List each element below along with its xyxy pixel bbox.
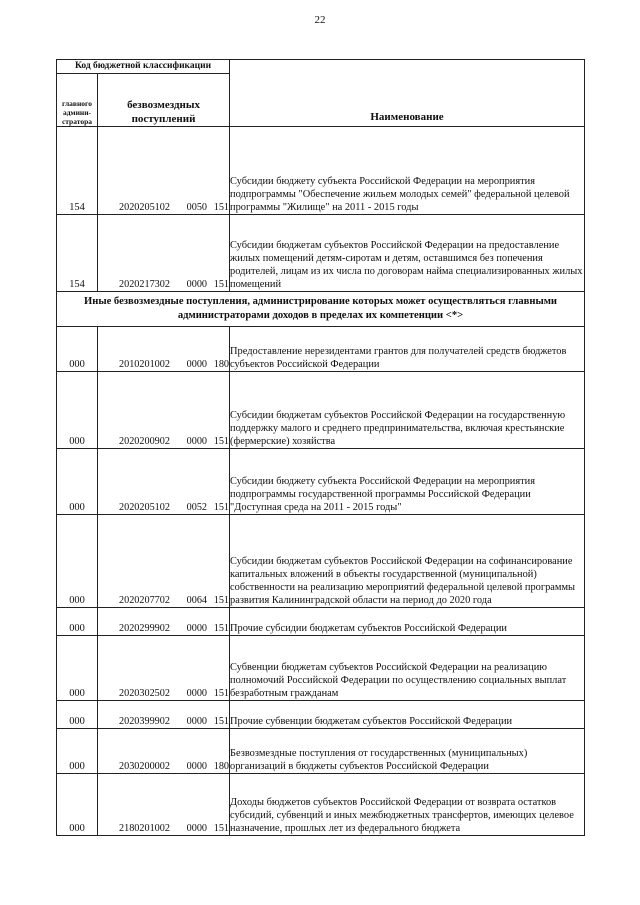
revenue-code-segment-1: 2030200002 xyxy=(119,761,170,772)
admin-code-cell: 000 xyxy=(57,636,98,701)
revenue-code-cell xyxy=(98,608,230,636)
admin-code-cell: 154 xyxy=(57,215,98,292)
revenue-code-segment-3: 180 xyxy=(213,359,230,370)
page-number: 22 xyxy=(314,14,326,26)
revenue-name-cell: Прочие субвенции бюджетам субъектов Российской Федерации xyxy=(230,701,585,729)
revenue-code-segment-3: 151 xyxy=(213,436,230,447)
revenue-code-cell xyxy=(98,636,230,701)
admin-code-cell: 000 xyxy=(57,701,98,729)
revenue-code-cell xyxy=(98,327,230,372)
revenue-code-segment-3: 151 xyxy=(213,716,230,727)
table-row xyxy=(57,372,585,449)
header-revenue-column: безвозмездных поступлений xyxy=(98,74,230,127)
revenue-code-cell xyxy=(98,215,230,292)
table-row xyxy=(57,449,585,515)
revenue-name-cell: Субвенции бюджетам субъектов Российской Федерации на реализацию полномочий Российской Федерации по осуществлению социальных выплат безработным гражданам xyxy=(230,636,585,701)
revenue-code-segment-3: 151 xyxy=(213,595,230,606)
budget-classification-table xyxy=(56,59,585,836)
revenue-code-segment-2: 0064 xyxy=(186,595,208,606)
revenue-code-segment-1: 2010201002 xyxy=(119,359,170,370)
revenue-name-cell: Доходы бюджетов субъектов Российской Федерации от возврата остатков субсидий, субвенций и иных межбюджетных трансфертов, имеющих целевое назначение, прошлых лет из федерального бюджета xyxy=(230,774,585,836)
table-row xyxy=(57,608,585,636)
table-row xyxy=(57,729,585,774)
revenue-code-segment-2: 0052 xyxy=(186,502,208,513)
admin-code-cell: 000 xyxy=(57,774,98,836)
revenue-code-segment-2: 0000 xyxy=(186,279,208,290)
revenue-name-cell: Субсидии бюджетам субъектов Российской Федерации на предоставление жилых помещений детям-сиротам и детям, оставшимся без попечения родителей, лицам из их числа по договорам найма специализированных жилых помещений xyxy=(230,215,585,292)
revenue-code-segment-2: 0000 xyxy=(186,823,208,834)
table-row xyxy=(57,774,585,836)
revenue-code-cell xyxy=(98,729,230,774)
table-body xyxy=(57,60,585,836)
revenue-code-segment-1: 2180201002 xyxy=(119,823,170,834)
revenue-code-segment-1: 2020200902 xyxy=(119,436,170,447)
admin-code-cell: 000 xyxy=(57,729,98,774)
revenue-code-cell xyxy=(98,515,230,608)
revenue-code-segment-1: 2020302502 xyxy=(119,688,170,699)
table-row xyxy=(57,636,585,701)
revenue-code-segment-1: 2020205102 xyxy=(119,202,170,213)
revenue-name-cell: Безвозмездные поступления от государственных (муниципальных) организаций в бюджеты субъектов Российской Федерации xyxy=(230,729,585,774)
table-row xyxy=(57,701,585,729)
revenue-code-segment-3: 151 xyxy=(213,502,230,513)
table-row xyxy=(57,127,585,215)
admin-code-cell: 000 xyxy=(57,372,98,449)
revenue-code-segment-1: 2020207702 xyxy=(119,595,170,606)
revenue-code-segment-3: 180 xyxy=(213,761,230,772)
revenue-code-cell xyxy=(98,701,230,729)
revenue-code-segment-2: 0000 xyxy=(186,436,208,447)
table-row xyxy=(57,515,585,608)
admin-code-cell: 000 xyxy=(57,327,98,372)
revenue-code-segment-1: 2020399902 xyxy=(119,716,170,727)
table-row xyxy=(57,215,585,292)
revenue-name-cell: Субсидии бюджету субъекта Российской Федерации на мероприятия подпрограммы государственной программы Российской Федерации "Доступная среда на 2011 - 2015 годы" xyxy=(230,449,585,515)
revenue-code-segment-3: 151 xyxy=(213,279,230,290)
table-row xyxy=(57,327,585,372)
section-title: Иные безвозмездные поступления, администрирование которых может осуществляться главными администраторами доходов в пределах их компетенции <*> xyxy=(57,292,585,327)
header-row-group xyxy=(57,60,585,74)
header-classification-title: Код бюджетной классификации xyxy=(57,60,230,74)
revenue-code-segment-1: 2020217302 xyxy=(119,279,170,290)
revenue-name-cell: Прочие субсидии бюджетам субъектов Российской Федерации xyxy=(230,608,585,636)
admin-code-cell: 000 xyxy=(57,515,98,608)
revenue-code-segment-2: 0000 xyxy=(186,359,208,370)
revenue-name-cell: Субсидии бюджету субъекта Российской Федерации на мероприятия подпрограммы "Обеспечение жильем молодых семей" федеральной целевой программы "Жилище" на 2011 - 2015 годы xyxy=(230,127,585,215)
header-admin-column: главного админи-стратора xyxy=(57,74,98,127)
revenue-code-segment-3: 151 xyxy=(213,202,230,213)
revenue-code-cell xyxy=(98,372,230,449)
revenue-code-segment-3: 151 xyxy=(213,623,230,634)
revenue-code-segment-2: 0000 xyxy=(186,623,208,634)
revenue-name-cell: Субсидии бюджетам субъектов Российской Федерации на государственную поддержку малого и среднего предпринимательства, включая крестьянские (фермерские) хозяйства xyxy=(230,372,585,449)
revenue-code-segment-2: 0000 xyxy=(186,716,208,727)
section-row xyxy=(57,292,585,327)
revenue-name-cell: Субсидии бюджетам субъектов Российской Федерации на софинансирование капитальных вложений в объекты государственной (муниципальной) собственности на реализацию мероприятий федеральной целевой программы развития Калининградской области на период до 2020 года xyxy=(230,515,585,608)
admin-code-cell: 000 xyxy=(57,449,98,515)
revenue-name-cell: Предоставление нерезидентами грантов для получателей средств бюджетов субъектов Российской Федерации xyxy=(230,327,585,372)
admin-code-cell: 000 xyxy=(57,608,98,636)
revenue-code-cell xyxy=(98,774,230,836)
admin-code-cell: 154 xyxy=(57,127,98,215)
revenue-code-segment-1: 2020205102 xyxy=(119,502,170,513)
revenue-code-segment-1: 2020299902 xyxy=(119,623,170,634)
revenue-code-segment-2: 0050 xyxy=(186,202,208,213)
revenue-code-cell xyxy=(98,449,230,515)
revenue-code-segment-2: 0000 xyxy=(186,688,208,699)
revenue-code-segment-3: 151 xyxy=(213,823,230,834)
revenue-code-segment-3: 151 xyxy=(213,688,230,699)
header-name-column: Наименование xyxy=(230,60,585,127)
revenue-code-cell xyxy=(98,127,230,215)
revenue-code-segment-2: 0000 xyxy=(186,761,208,772)
